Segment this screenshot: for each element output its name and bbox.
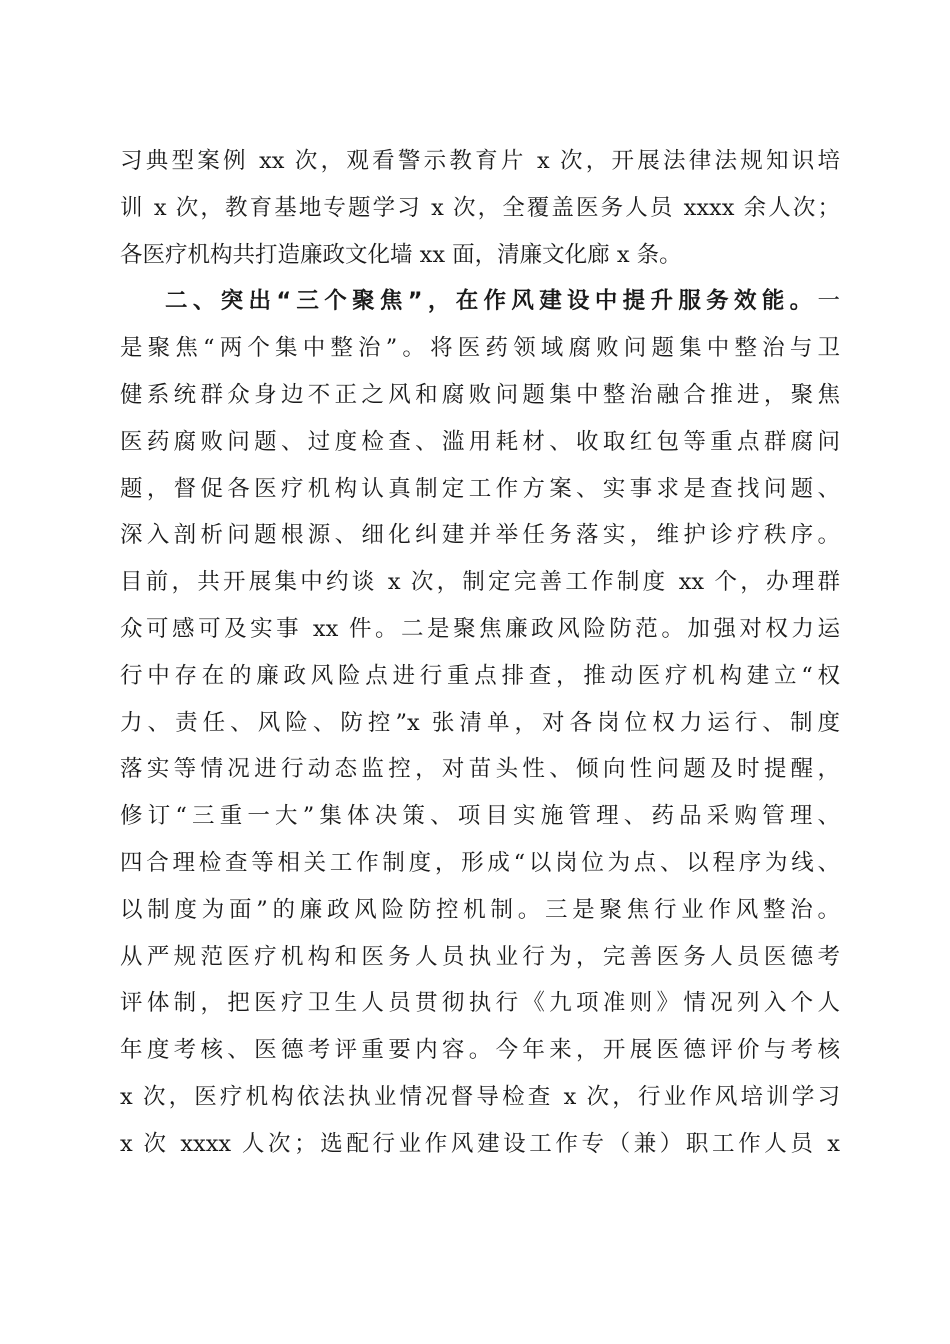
text-line-13: 力、责任、风险、防控”x 张清单，对各岗位权力运行、制度 [120, 709, 840, 736]
text-line-6: 健系统群众身边不正之风和腐败问题集中整治融合推进，聚焦 [120, 381, 840, 408]
text-line-16: 四合理检查等相关工作制度，形成“以岗位为点、以程序为线、 [120, 849, 840, 876]
document-body [120, 138, 840, 1168]
text-line-12: 行中存在的廉政风险点进行重点排查，推动医疗机构建立“权 [120, 662, 840, 689]
text-line-20: 年度考核、医德考评重要内容。今年来，开展医德评价与考核 [120, 1037, 840, 1064]
section-heading: 二、突出“三个聚焦”，在作风建设中提升服务效能。 [165, 288, 818, 315]
text-line-19: 评体制，把医疗卫生人员贯彻执行《九项准则》情况列入个人 [120, 990, 840, 1017]
text-line-22: x 次 xxxx 人次；选配行业作风建设工作专（兼）职工作人员 x [120, 1130, 840, 1157]
text-line-9: 深入剖析问题根源、细化纠建并举任务落实，维护诊疗秩序。 [120, 522, 840, 549]
text-line-5: 是聚焦“两个集中整治”。将医药领域腐败问题集中整治与卫 [120, 335, 840, 362]
text-line-15: 修订“三重一大”集体决策、项目实施管理、药品采购管理、 [120, 803, 840, 830]
text-line-8: 题，督促各医疗机构认真制定工作方案、实事求是查找问题、 [120, 475, 840, 502]
text-line-17: 以制度为面”的廉政风险防控机制。三是聚焦行业作风整治。 [120, 896, 840, 923]
text-line-7: 医药腐败问题、过度检查、滥用耗材、收取红包等重点群腐问 [120, 428, 840, 455]
text-line-3: 各医疗机构共打造廉政文化墙 xx 面，清廉文化廊 x 条。 [120, 241, 682, 268]
text-line-14: 落实等情况进行动态监控，对苗头性、倾向性问题及时提醒， [120, 756, 840, 783]
text-line-11: 众可感可及实事 xx 件。二是聚焦廉政风险防范。加强对权力运 [120, 615, 840, 642]
text-line-2: 训 x 次，教育基地专题学习 x 次，全覆盖医务人员 xxxx 余人次； [120, 194, 840, 221]
text-line-10: 目前，共开展集中约谈 x 次，制定完善工作制度 xx 个，办理群 [120, 569, 840, 596]
text-line-21: x 次，医疗机构依法执业情况督导检查 x 次，行业作风培训学习 [120, 1083, 840, 1110]
text-line-1: 习典型案例 xx 次，观看警示教育片 x 次，开展法律法规知识培 [120, 148, 840, 174]
section-heading-line [120, 278, 840, 325]
text-line-18: 从严规范医疗机构和医务人员执业行为，完善医务人员医德考 [120, 943, 840, 970]
heading-line-rest: 一 [817, 288, 840, 315]
